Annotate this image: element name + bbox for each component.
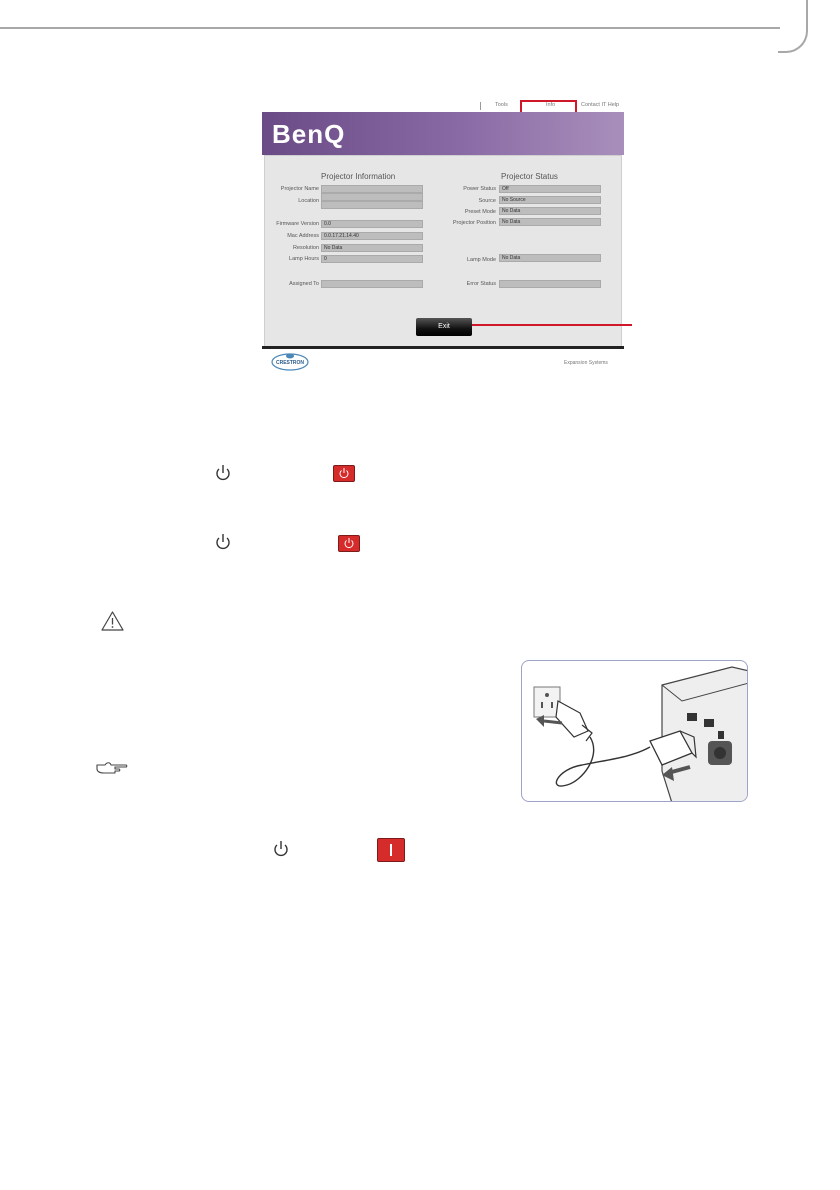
mac-address-field: 0.0.17.21.14.40 [321,232,423,240]
field-label: Power Status [463,186,496,192]
source-field: No Source [499,196,601,204]
chapter-tab [778,0,808,53]
field-label: Mac Address [287,233,319,239]
field-label: Projector Position [452,220,496,226]
header-rule [0,27,780,29]
switch-bar [390,844,392,856]
footer-brand: Expansion Systems [564,360,608,366]
nav-separator [480,102,481,110]
projector-position-field: No Data [499,218,601,226]
warning-icon [100,610,125,632]
crestron-logo-text: CRESTRON [275,360,305,366]
header-banner [262,112,624,155]
field-label: Assigned To [289,281,319,287]
field-label: Location [298,198,319,204]
location-field [321,201,423,209]
web-control-screenshot [262,100,624,376]
resolution-field: No Data [321,244,423,252]
field-label: Preset Mode [464,209,496,215]
field-label: Source [478,198,496,204]
power-button-icon [333,465,355,482]
field-label: Lamp Hours [289,256,319,262]
panel-bottom-rule [262,346,624,349]
exit-button[interactable]: Exit [416,318,472,336]
exit-callout-line [472,324,632,326]
error-status-field [499,280,601,288]
power-symbol-icon [215,533,231,551]
power-cord-unplug-figure [521,660,748,802]
projector-name-field [321,185,423,193]
power-status-field: Off [499,185,601,193]
projector-information-title: Projector Information [321,172,396,181]
lamp-hours-field: 0 [321,255,423,263]
nav-info-link[interactable]: Info [546,102,556,108]
power-switch-icon [377,838,405,862]
assigned-to-field [321,280,423,288]
field-label: Error Status [466,281,496,287]
power-symbol-icon [273,840,289,858]
preset-mode-field: No Data [499,207,601,215]
field-label: Resolution [293,245,319,251]
unplug-illustration [522,661,748,802]
nav-tools-link[interactable]: Tools [495,102,508,108]
nav-contact-link[interactable]: Contact IT Help [581,102,620,108]
field-label: Projector Name [280,186,319,192]
firmware-version-field: 0.0 [321,220,423,228]
projector-name-field-2 [321,193,423,201]
field-label: Lamp Mode [466,257,496,263]
note-hand-icon [95,761,128,775]
power-button-icon [338,535,360,552]
page-edge-tab [0,0,840,50]
benq-logo: BenQ [272,119,346,149]
projector-status-title: Projector Status [501,172,558,181]
lamp-mode-field: No Data [499,254,601,262]
field-label: Firmware Version [276,221,319,227]
crestron-logo [270,350,310,374]
power-symbol-icon [215,464,231,482]
